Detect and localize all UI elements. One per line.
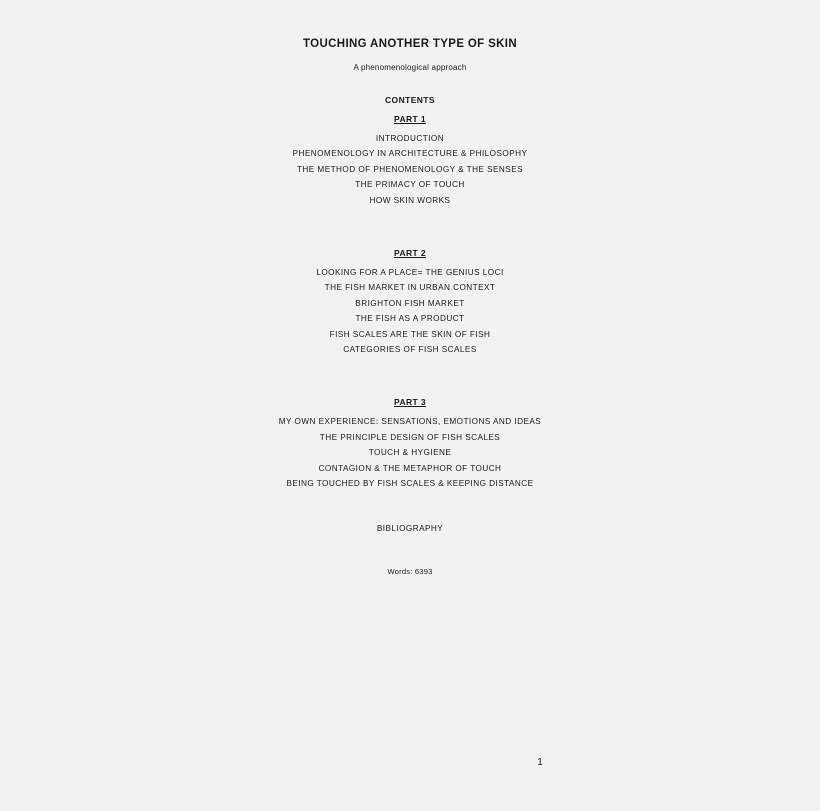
contents-heading: CONTENTS: [385, 95, 435, 105]
toc-entry: THE METHOD OF PHENOMENOLOGY & THE SENSES: [296, 164, 524, 174]
part-1-heading: PART 1: [394, 114, 426, 124]
bibliography-entry: BIBLIOGRAPHY: [376, 523, 444, 533]
part-1-entries: [0, 131, 820, 208]
part-2-entries: [0, 265, 820, 357]
page-title: TOUCHING ANOTHER TYPE OF SKIN: [303, 38, 517, 50]
part-1-section: [0, 114, 820, 208]
part-2-section: [0, 248, 820, 357]
toc-entry: THE PRIMACY OF TOUCH: [355, 180, 465, 190]
toc-entry: BRIGHTON FISH MARKET: [355, 298, 465, 308]
toc-entry: TOUCH & HYGIENE: [368, 448, 452, 458]
part-3-section: [0, 397, 820, 491]
page-number: 1: [537, 757, 543, 768]
toc-entry: THE PRINCIPLE DESIGN OF FISH SCALES: [319, 432, 501, 442]
toc-entry: PHENOMENOLOGY IN ARCHITECTURE & PHILOSOPHY: [292, 149, 528, 159]
toc-entry: BEING TOUCHED BY FISH SCALES & KEEPING DISTANCE: [286, 479, 534, 489]
toc-entry: HOW SKIN WORKS: [369, 195, 451, 205]
toc-entry: THE FISH MARKET IN URBAN CONTEXT: [324, 283, 496, 293]
toc-entry: FISH SCALES ARE THE SKIN OF FISH: [329, 329, 491, 339]
part-3-heading: PART 3: [394, 397, 426, 408]
part-2-heading: PART 2: [394, 248, 426, 259]
toc-entry: CONTAGION & THE METAPHOR OF TOUCH: [318, 463, 502, 473]
part-3-entries: [0, 414, 820, 491]
toc-entry: MY OWN EXPERIENCE: SENSATIONS, EMOTIONS AND IDEAS: [278, 417, 542, 427]
toc-entry: INTRODUCTION: [375, 134, 445, 143]
toc-entry: THE FISH AS A PRODUCT: [355, 314, 465, 324]
toc-entry: LOOKING FOR A PLACE= THE GENIUS LOCI: [316, 268, 504, 278]
word-count: Words: 6393: [387, 566, 433, 576]
toc-entry: CATEGORIES OF FISH SCALES: [343, 345, 477, 355]
page-subtitle: A phenomenological approach: [353, 63, 467, 72]
